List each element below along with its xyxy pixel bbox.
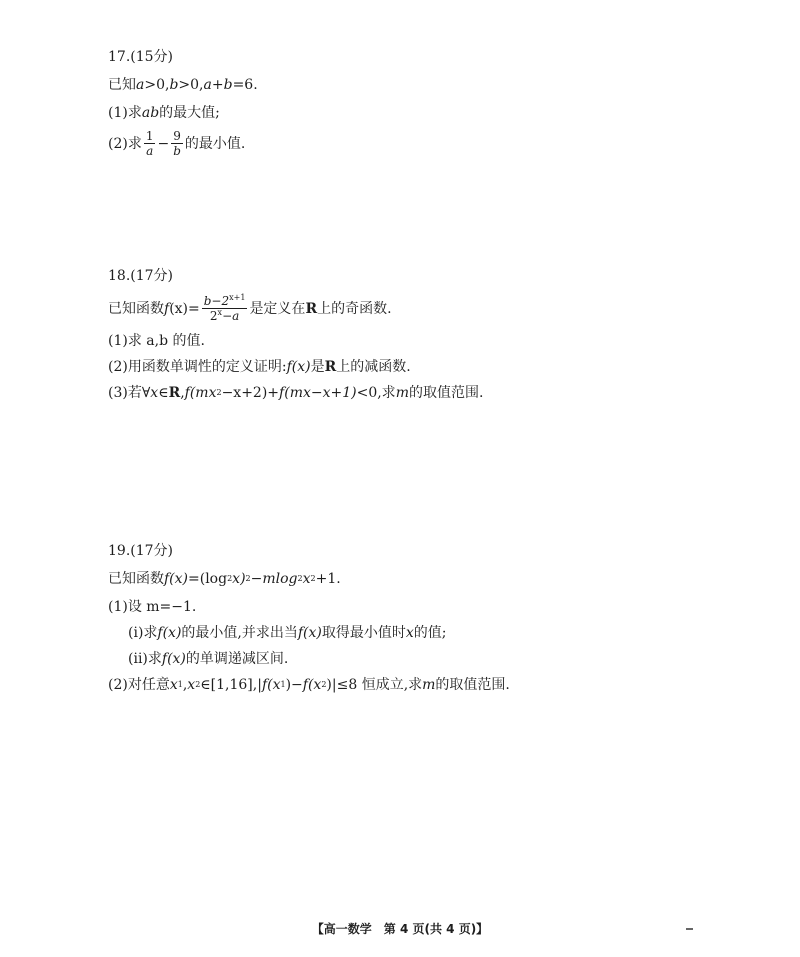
problem-18-heading: 18.(17分) (108, 268, 174, 284)
problem-18-part-3: (3)若∀ x ∈ R , f(mx 2 −x+2)+ f(mx−x+1) <0,求 m 的取值范围. (108, 385, 484, 401)
problem-19-heading: 19.(17分) (108, 543, 174, 559)
corner-mark (686, 928, 693, 930)
fraction-1-over-a: $\frac{1}{a}$ (145, 129, 154, 158)
problem-18 (108, 266, 768, 403)
problem-19-function-definition: 已知函数 f(x) =(log 2 x) 2 −mlog 2 x 2 +1. (108, 571, 341, 587)
problem-19 (108, 541, 768, 695)
problem-19-part-1-ii: (ⅱ)求 f(x) 的单调递减区间. (128, 651, 289, 667)
problem-17-part-2: (2)求 $\frac{1}{a}$ − $\frac{9}{b}$ 的最小值. (108, 129, 246, 158)
problem-18-part-1: (1)求 a,b 的值. (108, 333, 205, 349)
problem-18-function-definition: 已知函数 f (x) = $\frac{b-2^{x+1}}{2^x-a}$ 是定义在 R 上的奇函数. (108, 293, 392, 323)
problem-19-part-1-i: (ⅰ)求 f(x) 的最小值,并求出当 f(x) 取得最小值时 x 的值; (128, 625, 447, 641)
problem-19-part-1: (1)设 m=−1. (108, 599, 197, 615)
problem-17-part-1: (1)求 ab 的最大值; (108, 105, 220, 121)
problem-17-condition: 已知 a >0, b >0, a + b =6. (108, 77, 258, 93)
problem-17 (108, 47, 768, 158)
problem-19-part-2: (2)对任意 x 1 , x 2 ∈[1,16],| f(x 1 )− f(x 2 )|≤8 恒成立,求 m 的取值范围. (108, 677, 510, 693)
problem-17-heading: 17.(15分) (108, 49, 174, 65)
page-footer: 【高一数学 第 4 页(共 4 页)】 (311, 922, 489, 936)
fraction-9-over-b: $\frac{9}{b}$ (173, 129, 181, 158)
function-fraction: $\frac{b-2^{x+1}}{2^x-a}$ (203, 293, 246, 323)
problem-18-part-2: (2)用函数单调性的定义证明: f(x) 是 R 上的减函数. (108, 359, 411, 375)
